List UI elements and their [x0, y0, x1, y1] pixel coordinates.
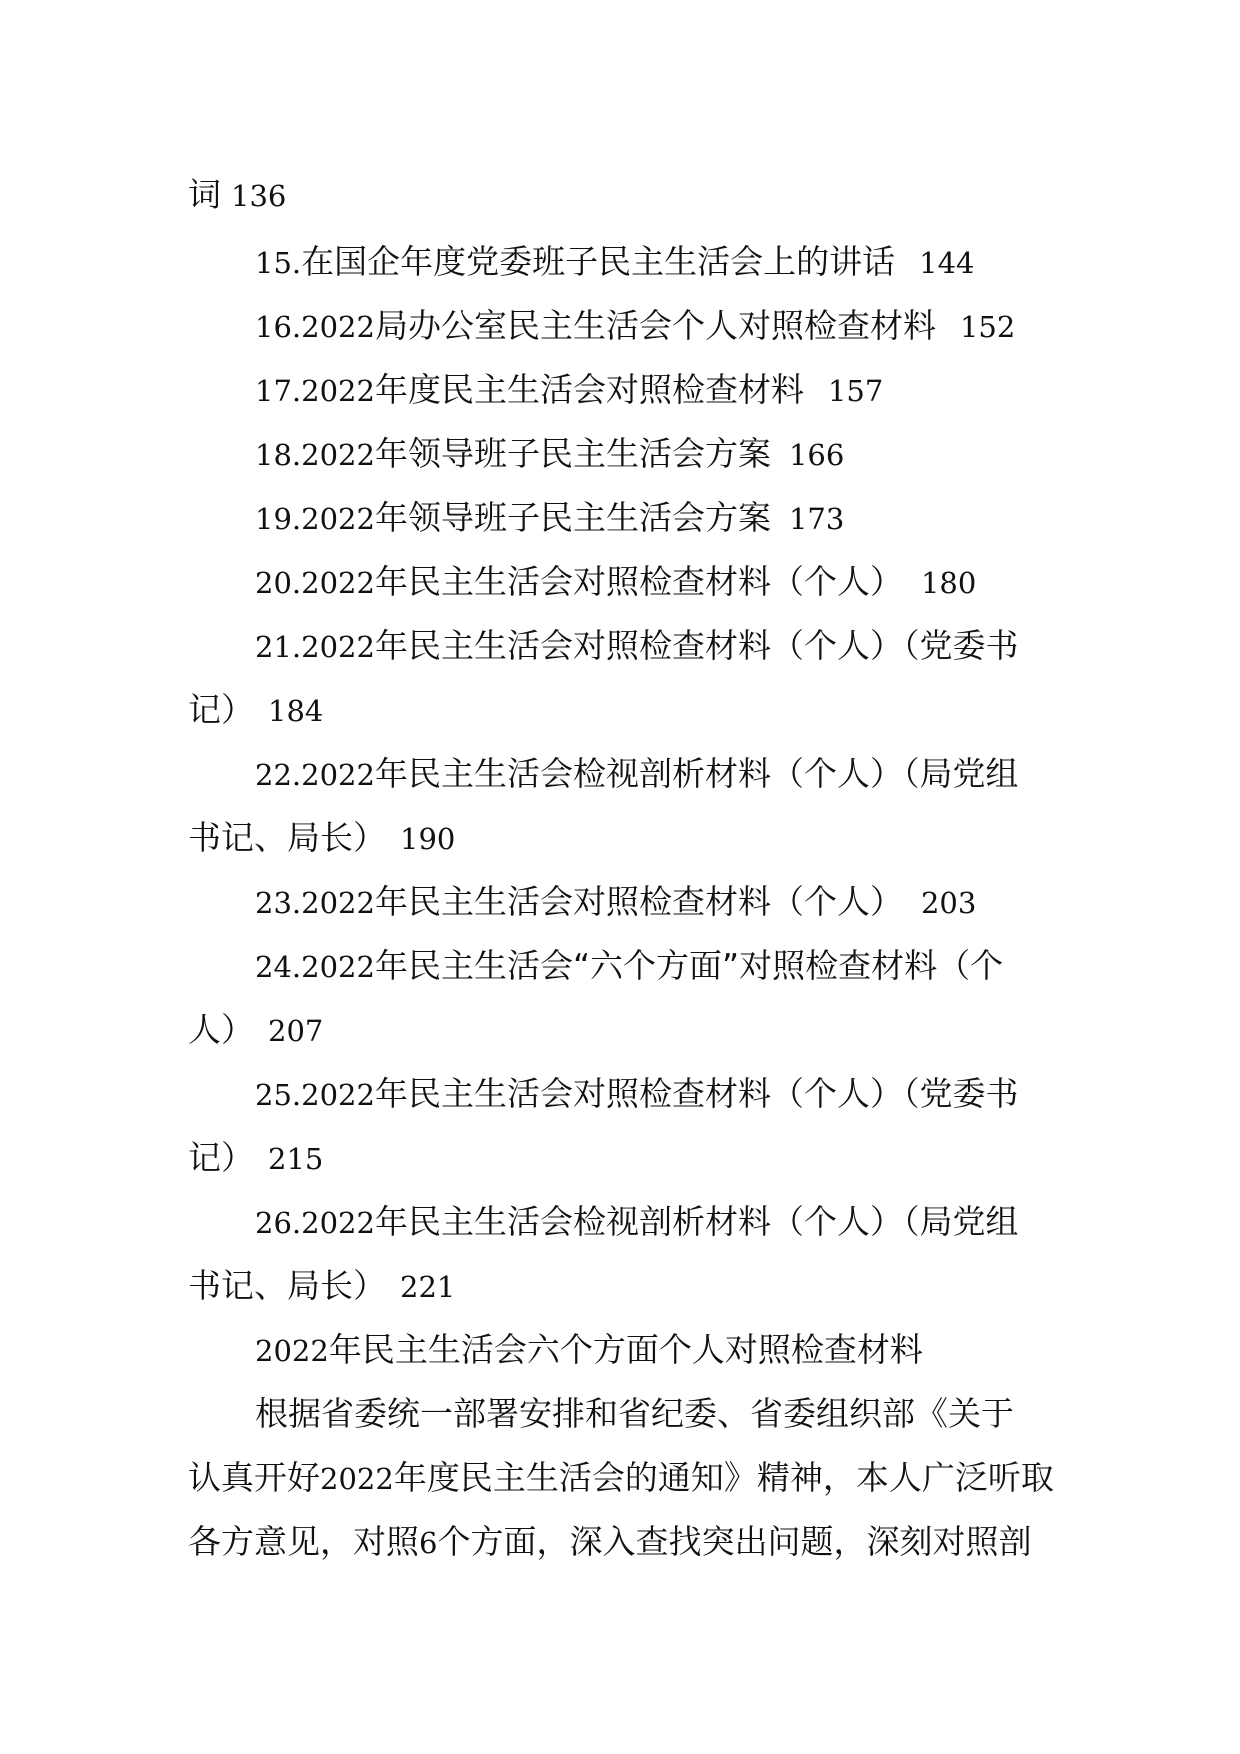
- toc-text: 词: [188, 175, 221, 214]
- toc-title: 年民主生活会对照检查材料（个人）（党委书: [374, 626, 1019, 665]
- toc-title: 年民主生活会检视剖析材料（个人）（局党组: [374, 754, 1019, 793]
- toc-title: 年民主生活会对照检查材料（个人）（党委书: [374, 1074, 1019, 1113]
- paragraph-number: 6: [419, 1526, 438, 1560]
- toc-page-number: 207: [268, 1014, 324, 1048]
- section-heading: [255, 1320, 1135, 1380]
- toc-year: 2022: [301, 1206, 375, 1240]
- toc-title: 书记、局长）: [188, 818, 386, 857]
- toc-title: 年领导班子民主生活会方案: [374, 434, 771, 473]
- toc-title: 记）: [188, 690, 254, 729]
- toc-title: 年民主生活会检视剖析材料（个人）（局党组: [374, 1202, 1019, 1241]
- toc-item-25-continued: [188, 1128, 1068, 1188]
- toc-item-16: [255, 296, 1135, 356]
- toc-year: 2022: [301, 310, 375, 344]
- toc-year: 2022: [301, 502, 375, 536]
- toc-number: 25.: [255, 1078, 302, 1112]
- toc-item-25: [255, 1064, 1135, 1124]
- toc-page-number: 157: [827, 374, 884, 408]
- toc-page-number: 215: [268, 1142, 324, 1176]
- toc-page-number: 221: [400, 1270, 456, 1304]
- toc-number: 26.: [255, 1206, 302, 1240]
- toc-page-number: 203: [920, 886, 977, 920]
- paragraph-line-1: [255, 1384, 1135, 1444]
- toc-year: 2022: [301, 630, 375, 664]
- toc-title: 人）: [188, 1010, 254, 1049]
- heading-year: 2022: [255, 1334, 329, 1368]
- toc-line-14-continued: [188, 165, 1068, 225]
- toc-page-number: 136: [231, 179, 287, 213]
- toc-item-20: [255, 552, 1135, 612]
- toc-title: 年民主生活会对照检查材料（个人）: [374, 882, 903, 921]
- toc-year: 2022: [301, 438, 375, 472]
- paragraph-text: 各方意见，对照: [188, 1522, 419, 1561]
- toc-item-17: [255, 360, 1135, 420]
- toc-page-number: 173: [788, 502, 845, 536]
- paragraph-text: 根据省委统一部署安排和省纪委、省委组织部《关于: [255, 1394, 1014, 1433]
- toc-item-24-continued: [188, 1000, 1068, 1060]
- toc-number: 20.: [255, 566, 302, 600]
- toc-item-21: [255, 616, 1135, 676]
- toc-item-22-continued: [188, 808, 1068, 868]
- toc-title: 局办公室民主生活会个人对照检查材料: [374, 306, 936, 345]
- toc-item-26: [255, 1192, 1135, 1252]
- toc-number: 23.: [255, 886, 302, 920]
- toc-number: 21.: [255, 630, 302, 664]
- heading-text: 年民主生活会六个方面个人对照检查材料: [328, 1330, 923, 1369]
- toc-item-23: [255, 872, 1135, 932]
- toc-item-26-continued: [188, 1256, 1068, 1316]
- toc-number: 24.: [255, 950, 302, 984]
- toc-number: 19.: [255, 502, 302, 536]
- toc-page-number: 144: [919, 246, 975, 280]
- toc-item-18: [255, 424, 1135, 484]
- toc-title: 书记、局长）: [188, 1266, 386, 1305]
- toc-page-number: 190: [400, 822, 456, 856]
- paragraph-text: 年度民主生活会的通知》精神，本人广泛听取: [393, 1458, 1054, 1497]
- paragraph-text: 认真开好: [188, 1458, 320, 1497]
- toc-number: 22.: [255, 758, 302, 792]
- toc-number: 17.: [255, 374, 302, 408]
- toc-title: 在国企年度党委班子民主生活会上的讲话: [301, 242, 896, 281]
- toc-number: 16.: [255, 310, 302, 344]
- toc-title: 记）: [188, 1138, 254, 1177]
- toc-year: 2022: [301, 374, 375, 408]
- toc-page-number: 166: [788, 438, 845, 472]
- toc-page-number: 184: [268, 694, 324, 728]
- toc-number: 15.: [255, 246, 302, 280]
- toc-item-21-continued: [188, 680, 1068, 740]
- paragraph-text: 个方面，深入查找突出问题，深刻对照剖: [437, 1522, 1032, 1561]
- toc-item-19: [255, 488, 1135, 548]
- toc-item-24: [255, 936, 1135, 996]
- toc-title: 年民主生活会“六个方面”对照检查材料（个: [374, 946, 1004, 985]
- paragraph-year: 2022: [320, 1462, 394, 1496]
- toc-page-number: 180: [920, 566, 977, 600]
- toc-number: 18.: [255, 438, 302, 472]
- toc-title: 年民主生活会对照检查材料（个人）: [374, 562, 903, 601]
- toc-year: 2022: [301, 950, 375, 984]
- toc-year: 2022: [301, 1078, 375, 1112]
- toc-year: 2022: [301, 758, 375, 792]
- toc-year: 2022: [301, 566, 375, 600]
- toc-title: 年领导班子民主生活会方案: [374, 498, 771, 537]
- toc-year: 2022: [301, 886, 375, 920]
- toc-page-number: 152: [959, 310, 1016, 344]
- paragraph-line-2: [188, 1448, 1068, 1508]
- paragraph-line-3: [188, 1512, 1068, 1572]
- toc-item-15: [255, 232, 1135, 292]
- toc-item-22: [255, 744, 1135, 804]
- toc-title: 年度民主生活会对照检查材料: [374, 370, 804, 409]
